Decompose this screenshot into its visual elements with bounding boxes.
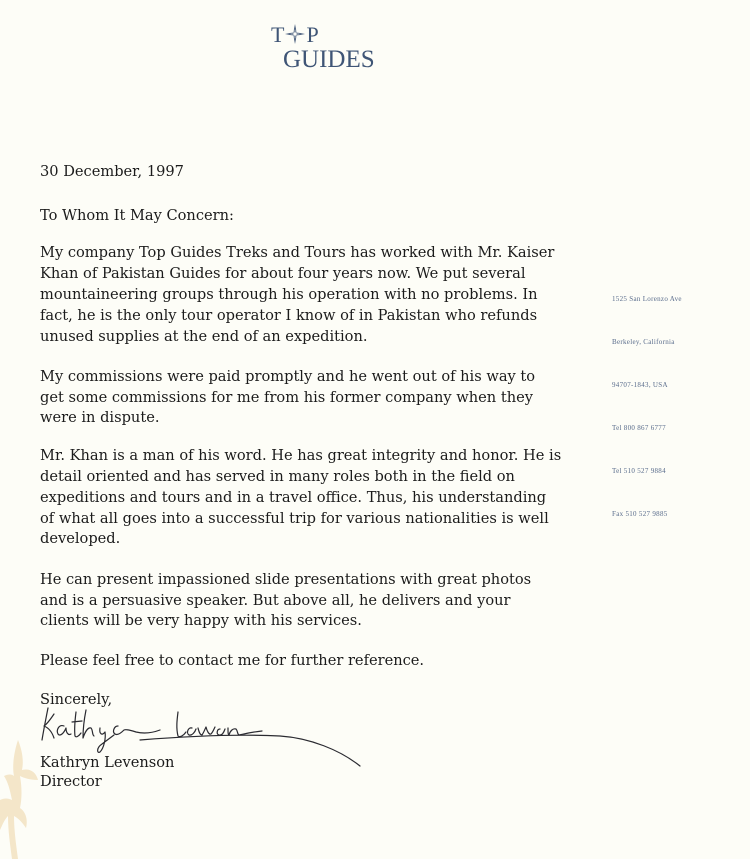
logo-letter-t: T: [271, 22, 285, 47]
paragraph-3-line-3: expeditions and tours and in a travel office. Thus, his understanding: [40, 489, 547, 506]
paragraph-1-line-2: Khan of Pakistan Guides for about four years now. We put several: [40, 265, 526, 282]
address-tel-2: Tel 510 527 9884: [612, 467, 666, 475]
paragraph-3-line-4: of what all goes into a successful trip for various nationalities is well: [40, 510, 549, 527]
paragraph-1-line-5: unused supplies at the end of an expedition.: [40, 328, 368, 345]
address-city: Berkeley, California: [612, 338, 675, 346]
paragraph-1-line-3: mountaineering groups through his operation with no problems. In: [40, 286, 538, 303]
paragraph-2-line-2: get some commissions for me from his former company when they: [40, 389, 533, 406]
signer-name: Kathryn Levenson: [40, 754, 175, 771]
handwritten-signature: [40, 700, 370, 780]
letter-closing: Sincerely,: [40, 691, 113, 708]
paragraph-3-line-2: detail oriented and has served in many roles both in the field on: [40, 468, 515, 485]
paragraph-1-line-1: My company Top Guides Treks and Tours has worked with Mr. Kaiser: [40, 244, 555, 261]
paragraph-2-line-3: were in dispute.: [40, 409, 160, 426]
address-tel-1: Tel 800 867 6777: [612, 424, 666, 432]
compass-rose-icon: [285, 24, 305, 44]
address-street: 1525 San Lorenzo Ave: [612, 295, 682, 303]
signer-title: Director: [40, 773, 102, 790]
paragraph-3-line-1: Mr. Khan is a man of his word. He has great integrity and honor. He is: [40, 447, 562, 464]
paragraph-5-line-1: Please feel free to contact me for further reference.: [40, 652, 425, 669]
decorative-flourish: [0, 740, 40, 859]
paragraph-2-line-1: My commissions were paid promptly and he went out of his way to: [40, 368, 536, 385]
paragraph-4-line-2: and is a persuasive speaker. But above all, he delivers and your: [40, 592, 511, 609]
paragraph-4-line-3: clients will be very happy with his services.: [40, 612, 362, 629]
paragraph-4-line-1: He can present impassioned slide presentations with great photos: [40, 571, 532, 588]
paragraph-3-line-5: developed.: [40, 530, 121, 547]
address-fax: Fax 510 527 9885: [612, 510, 668, 518]
paragraph-1-line-4: fact, he is the only tour operator I know of in Pakistan who refunds: [40, 307, 538, 324]
logo-top-line: [271, 24, 319, 46]
letter-date: 30 December, 1997: [40, 163, 184, 180]
logo-guides-text: GUIDES: [283, 46, 375, 73]
address-postal: 94707-1843, USA: [612, 381, 668, 389]
letter-salutation: To Whom It May Concern:: [40, 207, 234, 224]
logo-letter-p: P: [306, 22, 319, 47]
